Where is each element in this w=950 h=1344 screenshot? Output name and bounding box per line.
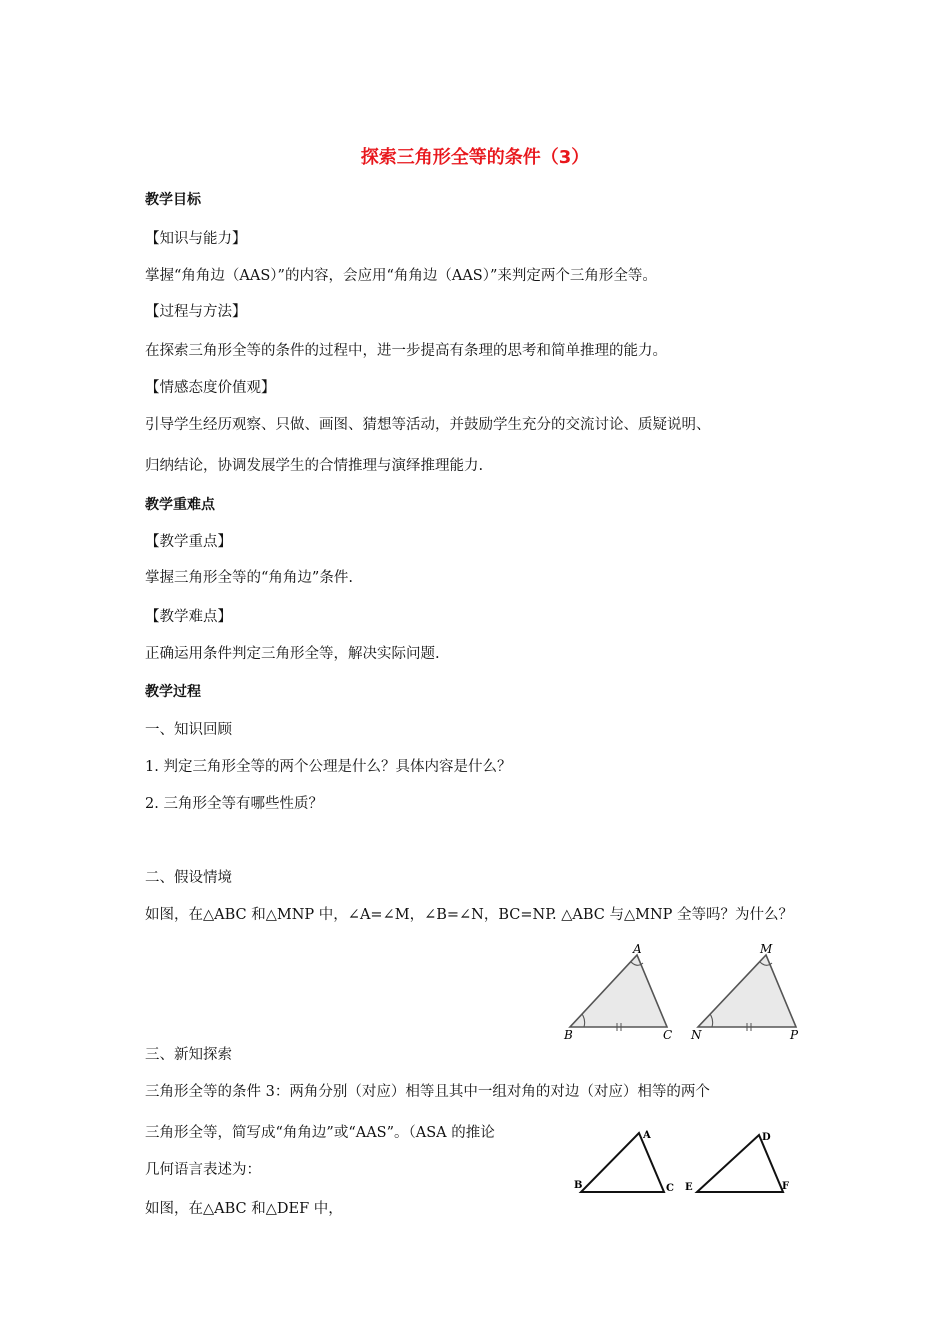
review-question-2: 2. 三角形全等有哪些性质？ — [145, 796, 323, 812]
knowledge-text: 掌握“角角边（AAS）”的内容，会应用“角角边（AAS）”来判定两个三角形全等。 — [145, 268, 657, 284]
fig1-label-c: C — [663, 1028, 673, 1042]
knowledge-label: 【知识与能力】 — [145, 231, 247, 247]
fig2-label-f: F — [782, 1181, 790, 1192]
focus-label: 【教学重点】 — [145, 534, 232, 550]
emotion-text-line1: 引导学生经历观察、只做、画图、猜想等活动，并鼓励学生充分的交流讨论、质疑说明、 — [145, 417, 711, 433]
key-points-heading: 教学重难点 — [145, 497, 215, 513]
review-heading: 一、知识回顾 — [145, 722, 232, 738]
process-method-text: 在探索三角形全等的条件的过程中，进一步提高有条理的思考和简单推理的能力。 — [145, 343, 667, 359]
emotion-label: 【情感态度价值观】 — [145, 380, 276, 396]
fig1-label-b: B — [564, 1028, 573, 1042]
fig2-label-e: E — [685, 1182, 693, 1193]
fig1-label-p: P — [790, 1028, 799, 1042]
fig2-label-a: A — [643, 1130, 651, 1141]
difficulty-text: 正确运用条件判定三角形全等，解决实际问题. — [145, 646, 440, 662]
fig2-label-d: D — [762, 1132, 771, 1143]
fig2-label-c: C — [666, 1183, 674, 1194]
explore-heading: 三、新知探索 — [145, 1047, 232, 1063]
fig1-label-n: N — [691, 1028, 702, 1042]
explore-text-line1: 三角形全等的条件 3：两角分别（对应）相等且其中一组对角的对边（对应）相等的两个 — [145, 1084, 710, 1100]
goals-heading: 教学目标 — [145, 192, 201, 208]
focus-text: 掌握三角形全等的“角角边”条件. — [145, 570, 353, 586]
page-title: 探索三角形全等的条件（3） — [360, 147, 590, 168]
explore-text-line4: 如图，在△ABC 和△DEF 中， — [145, 1201, 343, 1217]
fig1-label-m: M — [760, 942, 773, 956]
explore-text-line2: 三角形全等，简写成“角角边”或“AAS”。（ASA 的推论 — [145, 1125, 495, 1141]
scenario-heading: 二、假设情境 — [145, 870, 232, 886]
fig2-label-b: B — [574, 1180, 583, 1191]
fig1-label-a: A — [633, 942, 642, 956]
process-heading: 教学过程 — [145, 684, 201, 700]
difficulty-label: 【教学难点】 — [145, 609, 232, 625]
explore-text-line3: 几何语言表述为： — [145, 1162, 261, 1178]
process-method-label: 【过程与方法】 — [145, 304, 247, 320]
scenario-text: 如图，在△ABC 和△MNP 中，∠A=∠M，∠B=∠N，BC=NP. △ABC 与△MNP 全等吗？为什么？ — [145, 907, 794, 923]
figure-triangles-abc-mnp — [560, 938, 820, 1048]
review-question-1: 1. 判定三角形全等的两个公理是什么？具体内容是什么？ — [145, 759, 512, 775]
figure-triangles-abc-def — [570, 1125, 800, 1200]
emotion-text-line2: 归纳结论，协调发展学生的合情推理与演绎推理能力. — [145, 458, 484, 474]
